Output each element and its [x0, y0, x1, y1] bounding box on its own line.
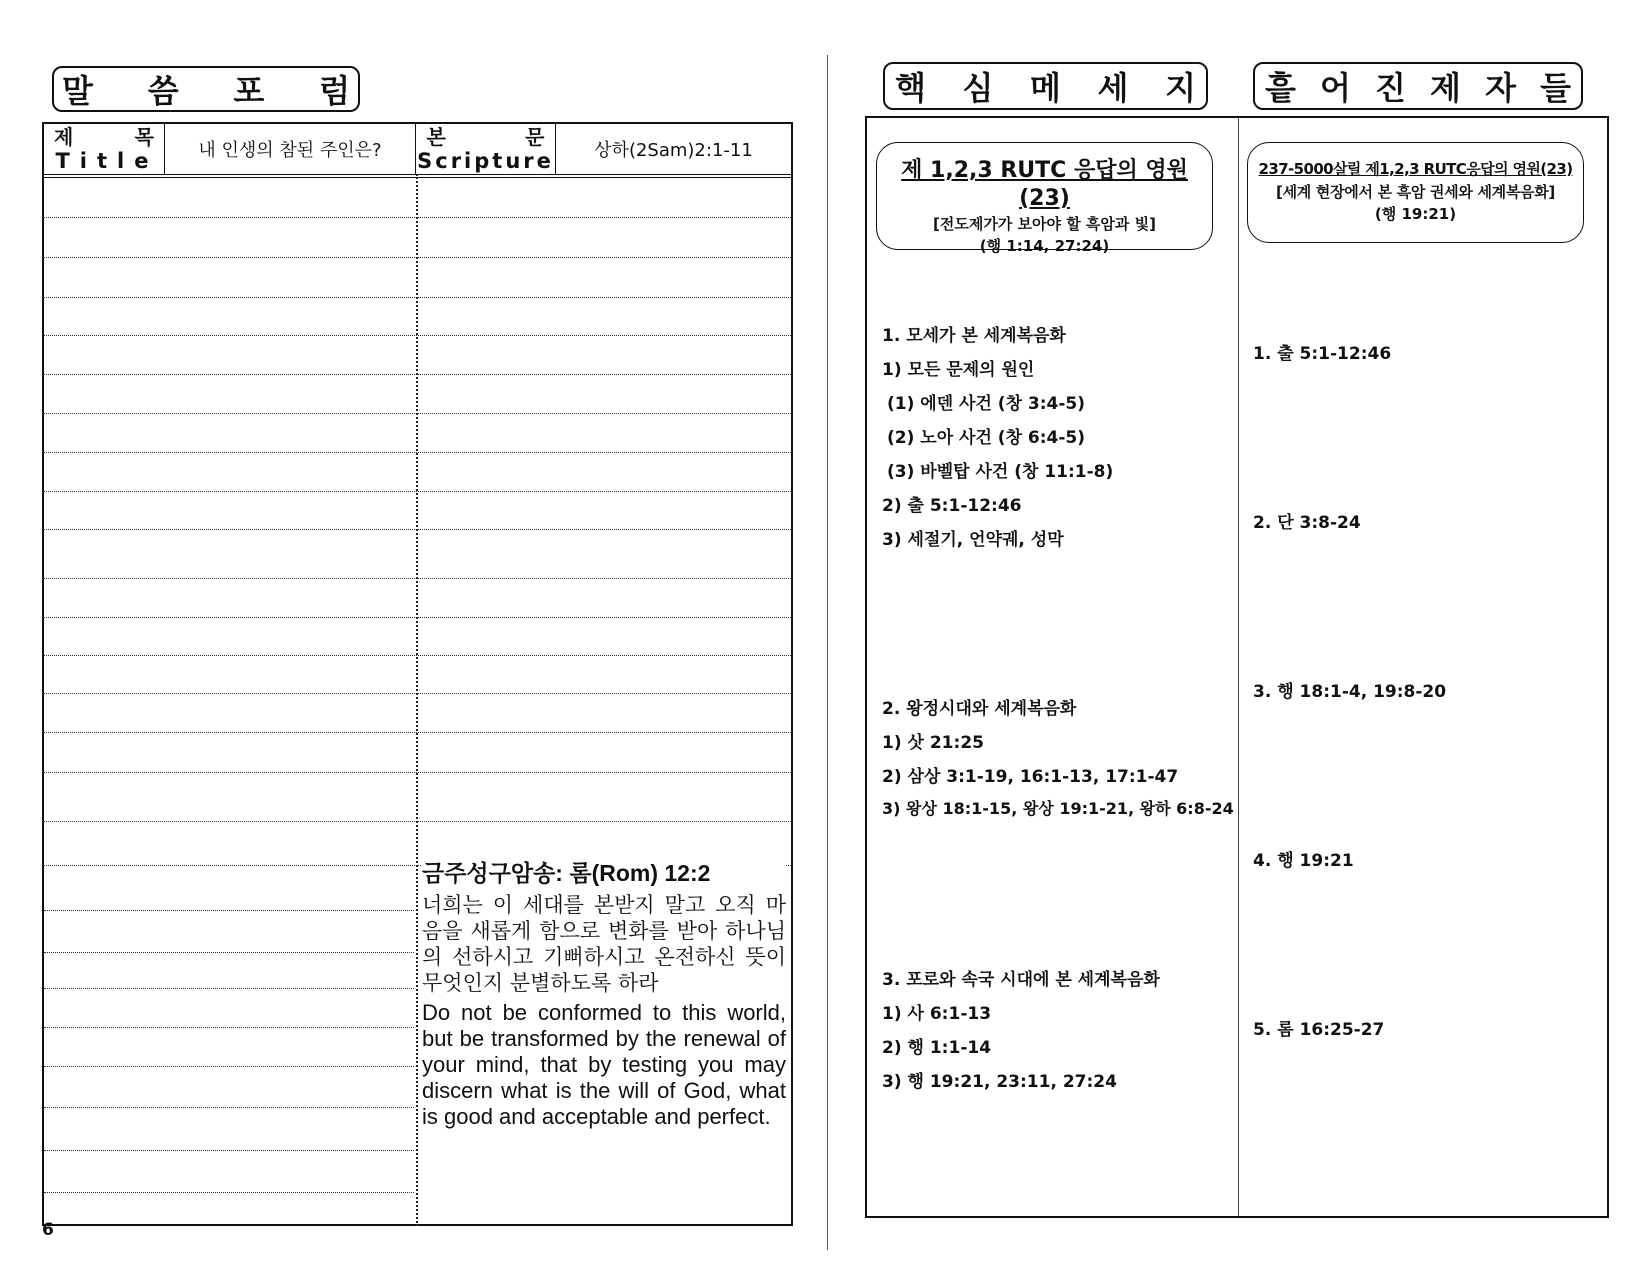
banner-malsseum-forum	[52, 66, 360, 112]
note-line	[44, 335, 791, 336]
banner-char: 지	[1165, 69, 1196, 107]
table-header-row	[44, 124, 791, 178]
note-line	[44, 1066, 414, 1067]
outline-item: (1) 에덴 사건 (창 3:4-5)	[887, 394, 1086, 414]
note-line	[44, 452, 791, 453]
banner-char: 제	[1430, 69, 1461, 107]
outline-item: 2. 왕정시대와 세계복음화	[882, 699, 1077, 719]
banner-core-message	[883, 62, 1208, 110]
page-gutter-line	[827, 55, 828, 1250]
outline-item: 1) 사 6:1-13	[882, 1004, 992, 1024]
card-left-title: 제 1,2,3 RUTC 응답의 영원 (23)	[901, 158, 1188, 211]
message-card-right	[1247, 142, 1584, 243]
page-number: 6	[42, 1220, 54, 1240]
note-line	[44, 655, 791, 656]
banner-char: 메	[1030, 69, 1061, 107]
memory-verse-block	[422, 858, 786, 1130]
banner-char: 씀	[147, 72, 179, 110]
note-line	[44, 297, 791, 298]
outline-item: 2) 삼상 3:1-19, 16:1-13, 17:1-47	[882, 767, 1179, 787]
memory-verse-korean: 너희는 이 세대를 본받지 말고 오직 마음을 새롭게 함으로 변화를 받아 하나님의 선하시고 기뻐하시고 온전하신 뜻이 무엇인지 분별하도록 하라	[422, 893, 786, 995]
scripture-value-cell: 상하(2Sam)2:1-11	[594, 140, 753, 161]
note-line	[44, 821, 791, 822]
note-line	[44, 617, 791, 618]
message-column-divider	[1238, 118, 1239, 1216]
outline-item: (2) 노아 사건 (창 6:4-5)	[887, 428, 1086, 448]
card-left-subtitle: [전도제가가 보아야 할 흑암과 빛]	[933, 215, 1156, 233]
title-value-cell: 내 인생의 참된 주인은?	[165, 124, 416, 174]
note-line	[44, 413, 791, 414]
note-line	[44, 217, 791, 218]
scripture-label-ko: 본	[426, 125, 446, 149]
title-label-en: Title	[55, 149, 159, 173]
banner-char: 럼	[319, 72, 350, 110]
outline-item: 2) 행 1:1-14	[882, 1038, 992, 1058]
title-label-cell	[44, 124, 165, 174]
note-line	[44, 772, 791, 773]
outline-item: 2. 단 3:8-24	[1253, 513, 1361, 533]
outline-item: 1. 모세가 본 세계복음화	[882, 326, 1066, 346]
note-line	[44, 910, 414, 911]
column-divider	[416, 174, 418, 1226]
banner-char: 세	[1097, 69, 1129, 107]
note-line	[44, 1150, 414, 1151]
note-line	[44, 693, 791, 694]
outline-item: 3. 포로와 속국 시대에 본 세계복음화	[882, 970, 1160, 990]
note-line	[44, 1107, 414, 1108]
outline-item: 3. 행 18:1-4, 19:8-20	[1253, 682, 1447, 702]
scripture-label-cell	[416, 124, 556, 174]
card-right-subtitle: [세계 현장에서 본 흑암 권세와 세계복음화]	[1276, 183, 1555, 201]
outline-item: 1. 출 5:1-12:46	[1253, 344, 1392, 364]
note-line	[44, 988, 414, 989]
outline-item: 5. 롬 16:25-27	[1253, 1020, 1385, 1040]
banner-char: 들	[1540, 69, 1571, 107]
message-card-left	[876, 142, 1213, 255]
note-line	[44, 732, 791, 733]
outline-item: 3) 세절기, 언약궤, 성막	[882, 530, 1064, 550]
note-line	[44, 257, 791, 258]
title-label-ko: 제	[54, 125, 74, 149]
banner-char: 심	[962, 69, 994, 107]
note-line	[44, 578, 791, 579]
note-line	[44, 952, 414, 953]
banner-char: 말	[62, 72, 93, 110]
scripture-label-en: Scripture	[417, 149, 554, 173]
note-line	[44, 529, 791, 530]
card-left-reference: (행 1:14, 27:24)	[979, 237, 1110, 255]
outline-item: 2) 출 5:1-12:46	[882, 496, 1022, 516]
note-line	[44, 1192, 414, 1193]
outline-item: 4. 행 19:21	[1253, 851, 1354, 871]
banner-char: 흩	[1265, 69, 1296, 107]
banner-char: 핵	[895, 69, 926, 107]
note-line	[44, 374, 791, 375]
outline-item: 3) 왕상 18:1-15, 왕상 19:1-21, 왕하 6:8-24	[882, 799, 1234, 818]
banner-char: 자	[1485, 69, 1516, 107]
banner-char: 어	[1320, 69, 1351, 107]
scripture-label-ko: 문	[525, 125, 545, 149]
banner-char: 포	[233, 72, 265, 110]
outline-item: 1) 모든 문제의 원인	[882, 360, 1035, 380]
memory-verse-english: Do not be conformed to this world, but be transformed by the renewal of your mind, that by testing you may discern what is the will of God, what is good and acceptable and perfect.	[422, 1000, 786, 1129]
note-line	[44, 491, 791, 492]
banner-scattered-disciples	[1253, 62, 1583, 110]
outline-item: 3) 행 19:21, 23:11, 27:24	[882, 1072, 1117, 1092]
card-right-reference: (행 19:21)	[1374, 205, 1457, 223]
card-right-title: 237-5000살릴 제1,2,3 RUTC응답의 영원(23)	[1258, 160, 1573, 178]
title-label-ko: 목	[134, 125, 154, 149]
banner-char: 진	[1375, 69, 1406, 107]
outline-item: 1) 삿 21:25	[882, 733, 984, 753]
memory-verse-heading: 금주성구암송: 롬(Rom) 12:2	[422, 860, 711, 886]
outline-item: (3) 바벨탑 사건 (창 11:1-8)	[887, 462, 1114, 482]
note-line	[44, 1027, 414, 1028]
